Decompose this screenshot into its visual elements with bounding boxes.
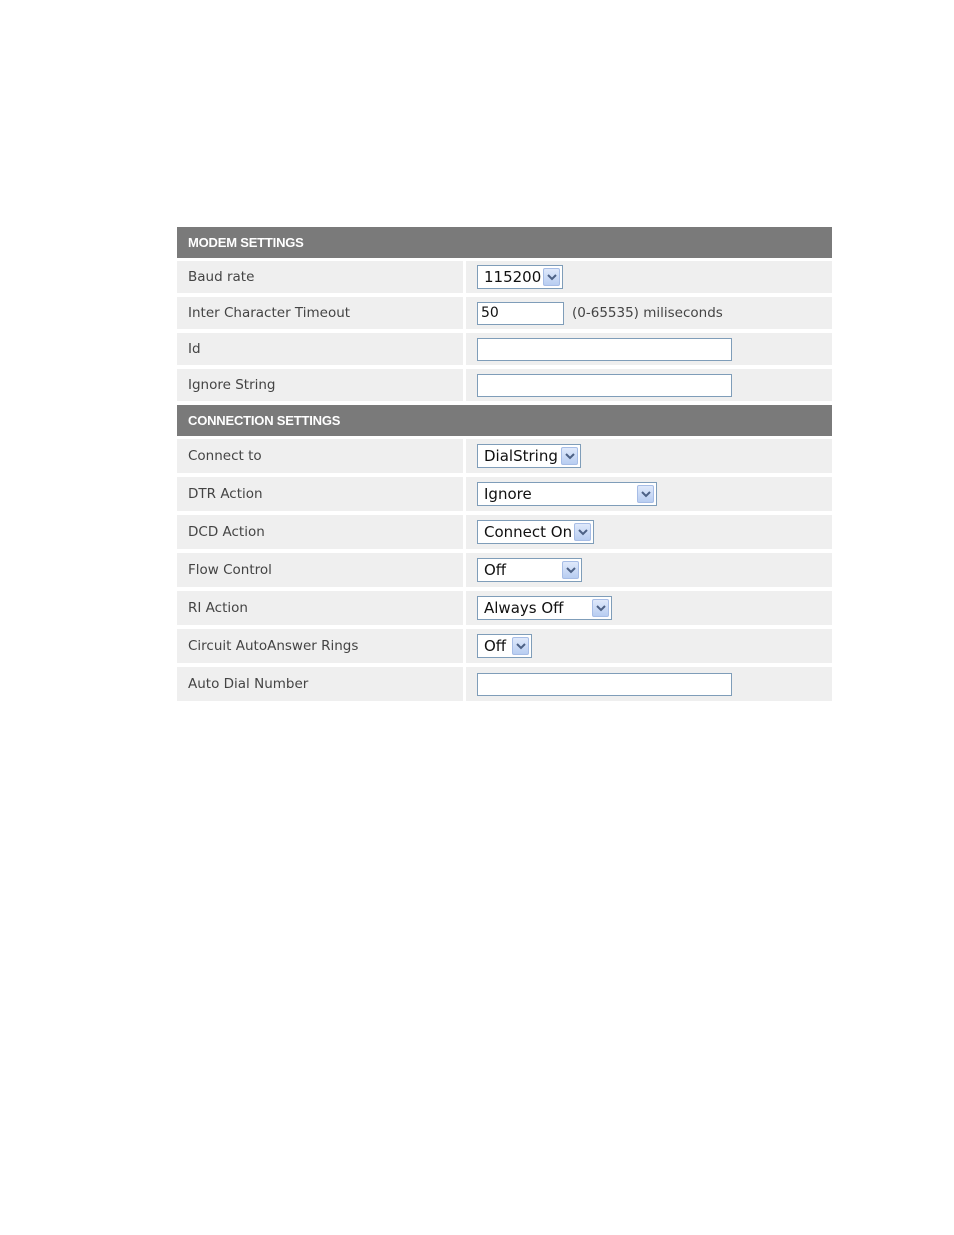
dcd-action-cell <box>466 515 832 549</box>
dtr-action-cell <box>466 477 832 511</box>
dtr-action-row <box>177 477 832 511</box>
auto-answer-rings-cell <box>466 629 832 663</box>
dtr-action-label: DTR Action <box>177 477 463 511</box>
flow-control-label: Flow Control <box>177 553 463 587</box>
connect-to-select[interactable] <box>477 444 581 468</box>
auto-dial-number-row <box>177 667 832 701</box>
baud-rate-label: Baud rate <box>177 261 463 293</box>
dcd-action-value: Connect On <box>484 523 573 541</box>
ignore-string-cell <box>466 369 832 401</box>
ri-action-value: Always Off <box>484 599 564 617</box>
ignore-string-label: Ignore String <box>177 369 463 401</box>
id-cell <box>466 333 832 365</box>
flow-control-select[interactable] <box>477 558 582 582</box>
ri-action-select[interactable] <box>477 596 612 620</box>
auto-dial-number-cell <box>466 667 832 701</box>
ri-action-label: RI Action <box>177 591 463 625</box>
chevron-down-icon[interactable] <box>592 599 609 617</box>
dcd-action-select[interactable] <box>477 520 594 544</box>
ignore-string-row <box>177 369 832 401</box>
chevron-down-icon[interactable] <box>637 485 654 503</box>
auto-answer-rings-value: Off <box>484 637 507 655</box>
connection-settings-header: CONNECTION SETTINGS <box>177 405 832 436</box>
auto-answer-rings-select[interactable] <box>477 634 532 658</box>
baud-rate-select[interactable] <box>477 265 563 289</box>
chevron-down-icon[interactable] <box>574 523 591 541</box>
settings-panel <box>177 227 832 701</box>
inter-char-timeout-label: Inter Character Timeout <box>177 297 463 329</box>
chevron-down-icon[interactable] <box>543 268 560 286</box>
auto-answer-rings-row <box>177 629 832 663</box>
dcd-action-label: DCD Action <box>177 515 463 549</box>
dcd-action-row <box>177 515 832 549</box>
flow-control-value: Off <box>484 561 507 579</box>
baud-rate-row <box>177 261 832 293</box>
chevron-down-icon[interactable] <box>562 561 579 579</box>
id-row <box>177 333 832 365</box>
auto-dial-number-input[interactable] <box>477 673 732 696</box>
ignore-string-input[interactable] <box>477 374 732 397</box>
ri-action-row <box>177 591 832 625</box>
inter-char-timeout-hint: (0-65535) miliseconds <box>572 305 723 321</box>
flow-control-cell <box>466 553 832 587</box>
modem-settings-header: MODEM SETTINGS <box>177 227 832 258</box>
id-label: Id <box>177 333 463 365</box>
connect-to-cell <box>466 439 832 473</box>
dtr-action-select[interactable] <box>477 482 657 506</box>
baud-rate-value: 115200 <box>484 268 542 286</box>
auto-dial-number-label: Auto Dial Number <box>177 667 463 701</box>
dtr-action-value: Ignore <box>484 485 532 503</box>
connect-to-value: DialString <box>484 447 558 465</box>
connect-to-label: Connect to <box>177 439 463 473</box>
inter-char-timeout-input[interactable]: 50 <box>477 302 564 325</box>
flow-control-row <box>177 553 832 587</box>
connect-to-row <box>177 439 832 473</box>
inter-char-timeout-cell <box>466 297 832 329</box>
id-input[interactable] <box>477 338 732 361</box>
baud-rate-cell <box>466 261 832 293</box>
ri-action-cell <box>466 591 832 625</box>
chevron-down-icon[interactable] <box>512 637 529 655</box>
chevron-down-icon[interactable] <box>561 447 578 465</box>
auto-answer-rings-label: Circuit AutoAnswer Rings <box>177 629 463 663</box>
inter-char-timeout-row <box>177 297 832 329</box>
